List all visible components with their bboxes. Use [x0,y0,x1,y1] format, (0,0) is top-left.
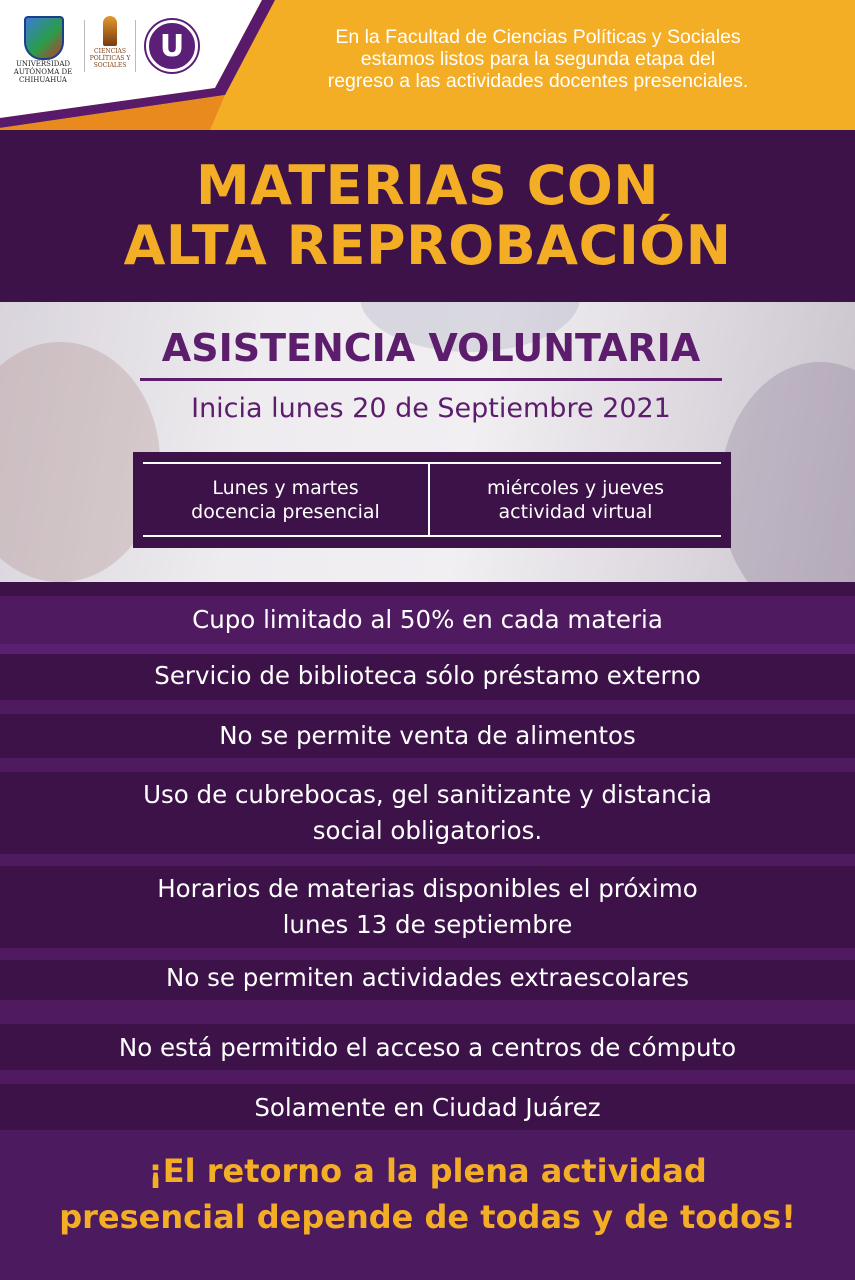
rule-text: No está permitido el acceso a centros de cómputo [118,1033,737,1062]
schedule-cell-presencial [143,468,428,532]
closing-message [0,1148,855,1240]
row-separator [0,854,855,866]
schedule-days: Lunes y martes [212,477,359,499]
row-separator [0,758,855,772]
logo-divider [135,20,136,72]
rule-item [0,1026,855,1070]
uach-logo-icon [12,16,74,84]
rule-text: lunes 13 de septiembre [282,910,573,939]
row-separator [0,1070,855,1084]
rule-text: No se permiten actividades extraescolares [166,963,689,992]
row-separator [0,700,855,714]
rule-item [0,714,855,758]
u-logo-icon: U [146,20,198,72]
start-date: Inicia lunes 20 de Septiembre 2021 [191,393,671,424]
header-message-line: estamos listos para la segunda etapa del [360,48,716,70]
rule-text: Servicio de biblioteca sólo préstamo externo [154,661,701,690]
photo-shape [720,362,855,582]
fcps-logo-caption: CIENCIAS POLÍTICAS Y SOCIALES [89,48,131,69]
rule-item [0,1086,855,1130]
closing-line1: ¡El retorno a la plena actividad [148,1152,707,1190]
announcement-heading: ASISTENCIA VOLUNTARIA [161,326,701,370]
rule-text: No se permite venta de alimentos [219,721,636,750]
header-message-line: regreso a las actividades docentes presenciales. [327,70,749,92]
page-title-line1: MATERIAS CON [196,154,659,217]
row-separator [0,582,855,596]
torch-icon [103,16,117,46]
header-message-line: En la Facultad de Ciencias Políticas y Sociales [335,26,741,48]
schedule-mode: actividad virtual [498,501,653,523]
row-separator [0,644,855,654]
schedule-rule [143,535,721,537]
rule-text: Uso de cubrebocas, gel sanitizante y distancia [143,780,712,809]
schedule-table [133,452,731,548]
rule-item [0,956,855,1000]
rule-text: Cupo limitado al 50% en cada materia [192,605,663,634]
page-title-line2: ALTA REPROBACIÓN [123,214,732,277]
rule-item [0,598,855,642]
uach-shield-icon [24,16,64,60]
rule-text: social obligatorios. [312,816,543,845]
rule-item [0,654,855,698]
schedule-days: miércoles y jueves [487,477,664,499]
rule-text: Horarios de materias disponibles el próximo [157,874,698,903]
schedule-mode: docencia presencial [191,501,380,523]
row-separator [0,1000,855,1024]
closing-line2: presencial depende de todas y de todos! [59,1198,796,1236]
logo-divider [84,20,85,72]
header-banner [0,0,855,130]
schedule-cell-virtual [430,468,721,532]
heading-underline [140,378,722,381]
rule-item [0,772,855,854]
fcps-logo-icon [89,16,131,76]
schedule-rule [143,462,721,464]
title-band [0,130,855,302]
rule-text: Solamente en Ciudad Juárez [254,1093,601,1122]
rule-item [0,866,855,948]
logo-group [12,12,198,84]
header-message [258,26,818,92]
uach-logo-caption: UNIVERSIDAD AUTÓNOMA DE CHIHUAHUA [13,60,73,84]
